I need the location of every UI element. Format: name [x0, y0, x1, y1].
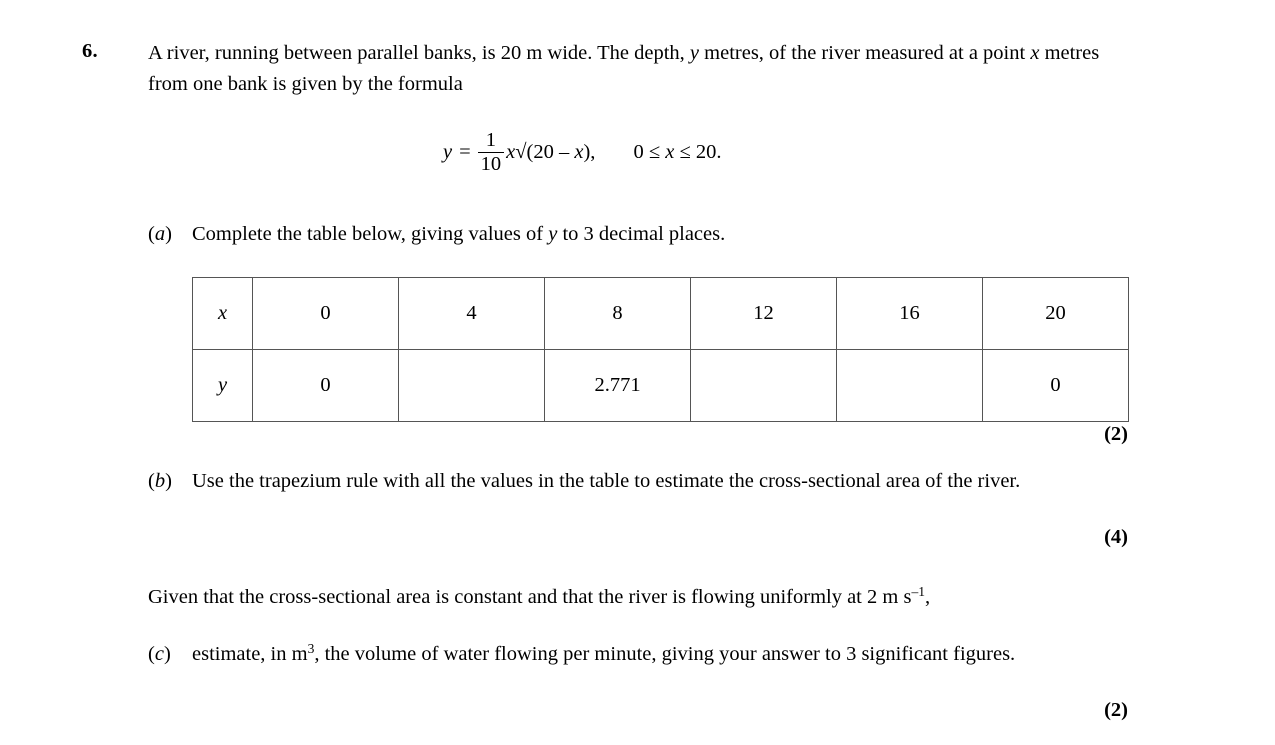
table-cell-x-3: 12	[691, 278, 837, 350]
part-a-variable-y: y	[548, 223, 558, 245]
part-a-label: (a)	[148, 223, 172, 245]
part-c-marks: (2)	[1104, 699, 1128, 721]
stem-variable-x: x	[1030, 42, 1040, 64]
values-table	[192, 277, 1129, 422]
part-c-text	[192, 639, 1133, 669]
table-cell-x-5: 20	[983, 278, 1129, 350]
stem-text-part1: A river, running between parallel banks, is 20 m wide. The depth,	[148, 42, 690, 64]
fraction-numerator: 1	[485, 129, 497, 151]
formula-radicand: (20 – x),	[526, 141, 596, 164]
formula-equals: =	[459, 141, 471, 164]
question-number: 6.	[82, 40, 98, 62]
table-cell-x-2: 8	[545, 278, 691, 350]
table-cell-y-0[interactable]: 0	[253, 350, 399, 422]
table-row-x	[193, 278, 1129, 350]
part-a	[148, 219, 1133, 249]
part-b-text: Use the trapezium rule with all the values in the table to estimate the cross-sectional area of the river.	[192, 470, 1021, 492]
table-cell-y-3[interactable]	[691, 350, 837, 422]
table-cell-x-4: 16	[837, 278, 983, 350]
part-a-text-pre: Complete the table below, giving values of	[192, 223, 549, 245]
part-c-text-post: , the volume of water flowing per minute, giving your answer to 3 significant figures.	[314, 643, 1016, 665]
table-cell-y-1[interactable]	[399, 350, 545, 422]
table-header-x: x	[193, 278, 253, 350]
part-b-marks: (4)	[1104, 526, 1128, 548]
table-cell-x-0: 0	[253, 278, 399, 350]
given-text-pre: Given that the cross-sectional area is constant and that the river is flowing uniformly at 2 m s	[148, 586, 912, 608]
part-a-marks: (2)	[1104, 423, 1128, 445]
table-cell-y-2[interactable]: 2.771	[545, 350, 691, 422]
part-a-text	[192, 219, 1133, 249]
part-c-label: (c)	[148, 643, 171, 665]
part-c-superscript: 3	[307, 640, 315, 656]
part-c	[148, 639, 1133, 669]
given-superscript: –1	[911, 583, 925, 599]
table-cell-y-5[interactable]: 0	[983, 350, 1129, 422]
stem-text-part2: metres, of the river measured at a point	[699, 42, 1031, 64]
formula-x-factor: x	[506, 141, 516, 164]
table-row-y	[193, 350, 1129, 422]
depth-formula	[443, 130, 721, 175]
part-b	[148, 466, 1133, 496]
part-c-text-pre: estimate, in m	[192, 643, 308, 665]
table-header-y: y	[193, 350, 253, 422]
fraction-denominator: 10	[478, 152, 505, 175]
given-text-post: ,	[924, 586, 931, 608]
stem-text-part3: metres from one bank is given by the formula	[148, 42, 1100, 95]
given-statement	[148, 582, 1133, 612]
formula-lhs: y	[443, 141, 453, 164]
question-stem	[148, 38, 1133, 100]
table-cell-x-1: 4	[399, 278, 545, 350]
table-cell-y-4[interactable]	[837, 350, 983, 422]
formula-domain: 0 ≤ x ≤ 20.	[633, 141, 722, 164]
formula-fraction	[478, 130, 505, 175]
radical-icon: √	[515, 141, 527, 164]
part-b-label: (b)	[148, 470, 172, 492]
stem-variable-y: y	[689, 42, 700, 64]
part-a-text-post: to 3 decimal places.	[557, 223, 726, 245]
